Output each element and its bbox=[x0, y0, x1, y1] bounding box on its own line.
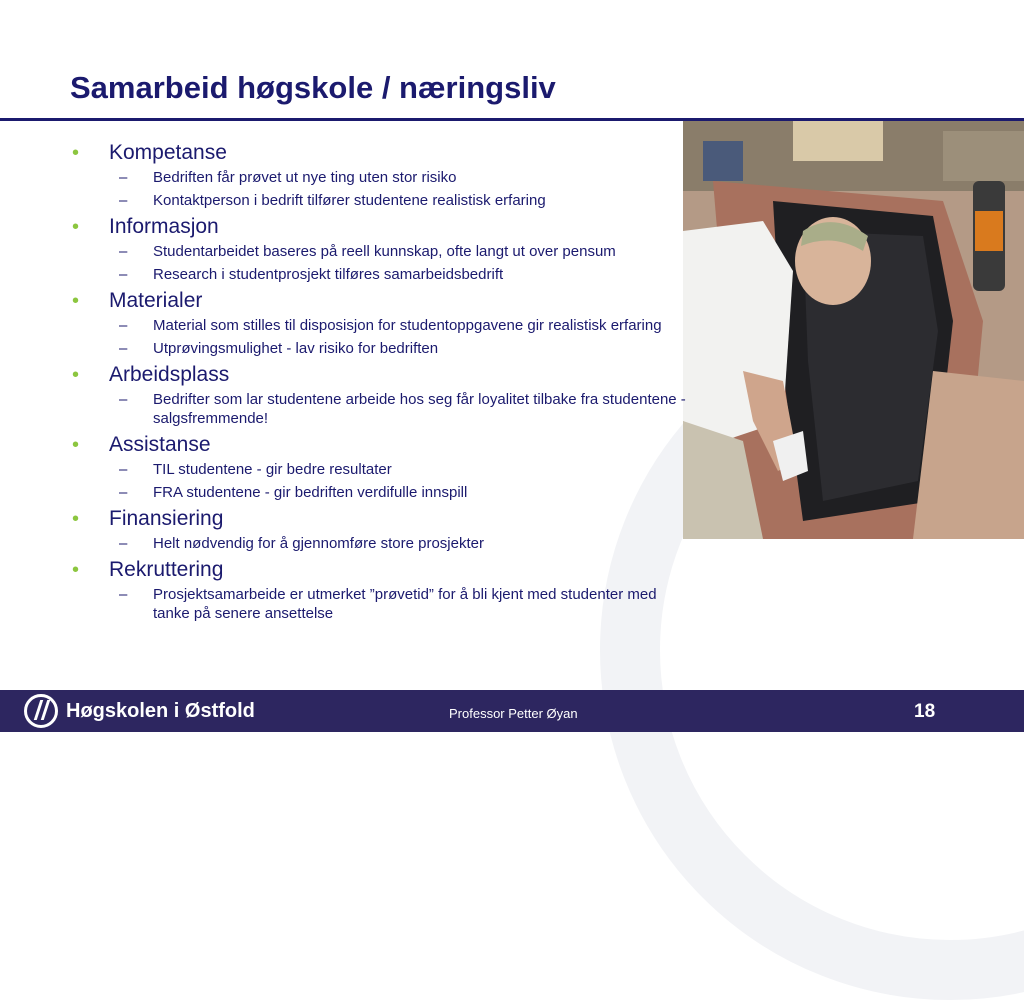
sub-point: – TIL studentene - gir bedre resultater bbox=[70, 460, 695, 479]
presenter-name: Professor Petter Øyan bbox=[449, 706, 578, 721]
section-finansiering bbox=[70, 506, 695, 553]
sub-point: – Utprøvingsmulighet - lav risiko for bedriften bbox=[70, 339, 695, 358]
sub-point: – Bedrifter som lar studentene arbeide hos seg får loyalitet tilbake fra studentene - salgsfremmende! bbox=[70, 390, 695, 428]
sub-point: – Kontaktperson i bedrift tilfører studentene realistisk erfaring bbox=[70, 191, 695, 210]
bullet-heading: • Assistanse bbox=[70, 432, 695, 458]
photo-worker bbox=[683, 121, 1024, 539]
bullet-heading: • Informasjon bbox=[70, 214, 695, 240]
section-arbeidsplass bbox=[70, 362, 695, 428]
sub-point: – Studentarbeidet baseres på reell kunnskap, ofte langt ut over pensum bbox=[70, 242, 695, 261]
logo-text: Høgskolen i Østfold bbox=[66, 700, 255, 722]
bullet-heading: • Rekruttering bbox=[70, 557, 695, 583]
section-informasjon bbox=[70, 214, 695, 284]
sub-point: – Helt nødvendig for å gjennomføre store prosjekter bbox=[70, 534, 695, 553]
sub-point: – Prosjektsamarbeide er utmerket ”prøvetid” for å bli kjent med studenter med tanke på senere ansettelse bbox=[70, 585, 695, 623]
section-rekruttering bbox=[70, 557, 695, 623]
section-kompetanse bbox=[70, 140, 695, 210]
section-assistanse bbox=[70, 432, 695, 502]
bullet-heading: • Materialer bbox=[70, 288, 695, 314]
section-materialer bbox=[70, 288, 695, 358]
bullet-heading: • Finansiering bbox=[70, 506, 695, 532]
sub-point: – FRA studentene - gir bedriften verdifulle innspill bbox=[70, 483, 695, 502]
sub-point: – Research i studentprosjekt tilføres samarbeidsbedrift bbox=[70, 265, 695, 284]
bullet-list bbox=[70, 140, 695, 627]
slide-title: Samarbeid høgskole / næringsliv bbox=[70, 70, 556, 105]
sub-point: – Bedriften får prøvet ut nye ting uten stor risiko bbox=[70, 168, 695, 187]
bullet-heading: • Kompetanse bbox=[70, 140, 695, 166]
sub-point: – Material som stilles til disposisjon for studentoppgavene gir realistisk erfaring bbox=[70, 316, 695, 335]
page-number: 18 bbox=[914, 701, 936, 722]
bullet-heading: • Arbeidsplass bbox=[70, 362, 695, 388]
